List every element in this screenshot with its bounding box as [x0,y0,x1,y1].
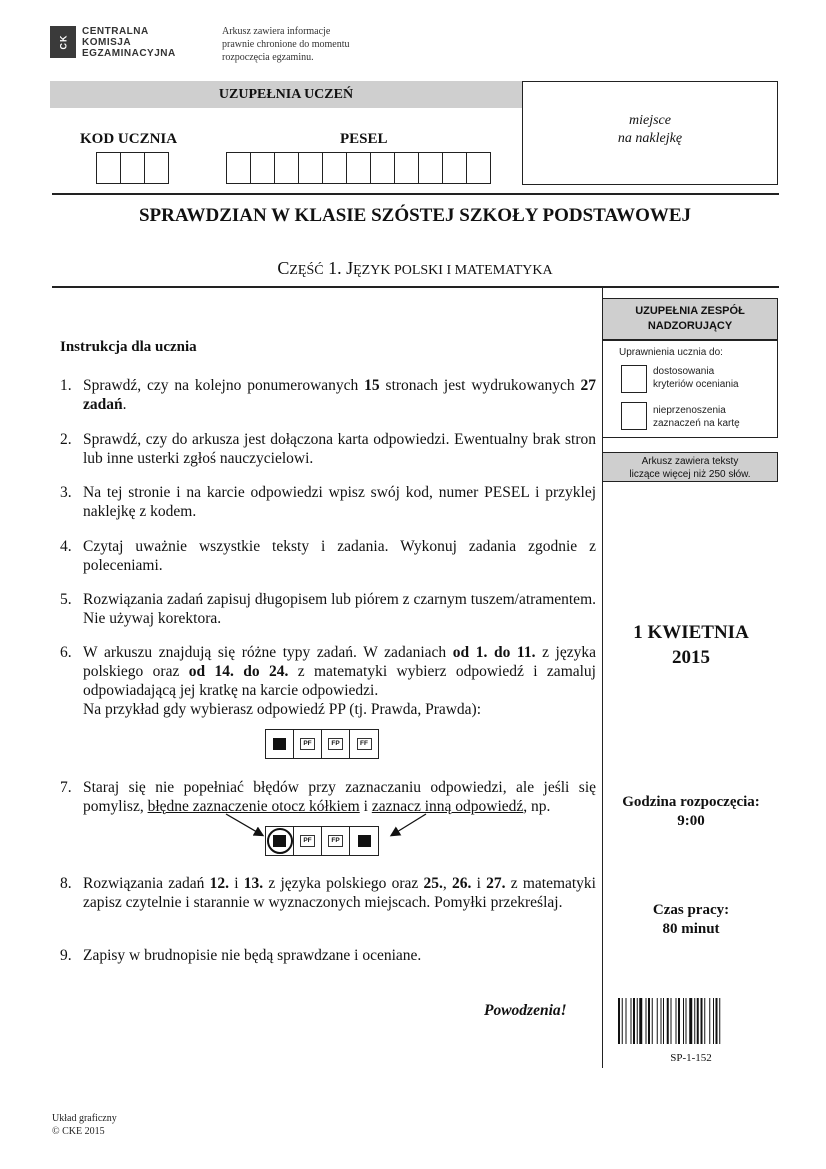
pesel-label: PESEL [340,131,388,147]
answer-cell: FF [350,730,378,758]
answer-cell: FP [322,730,350,758]
cke-logo-mark: CK [50,26,76,58]
answer-correction-example [265,826,379,856]
legal-notice: Arkusz zawiera informacje prawnie chronione do momentu rozpoczęcia egzaminu. [222,26,350,63]
permissions-box [602,340,778,438]
instruction-8: 8. Rozwiązania zadań 12. i 13. z języka polskiego oraz 25., 26. i 27. z matematyki zapisz czytelnie i starannie w wyznaczonych miejscach. Pomyłki przekreślaj. [60,875,596,911]
divider-top [52,193,779,195]
duration: Czas pracy: 80 minut [652,902,730,937]
pesel-boxes[interactable] [226,152,490,184]
exam-title: SPRAWDZIAN W KLASIE SZÓSTEJ SZKOŁY PODSTAWOWEJ [138,205,692,226]
answer-cell-circled [266,827,294,855]
answer-cell: FP [322,827,350,855]
instruction-3: 3. Na tej stronie i na karcie odpowiedzi wpisz swój kod, numer PESEL i przyklej naklejkę z kodem. [60,484,596,520]
exam-subtitle: CZĘŚĆ 1. JĘZYK POLSKI I MATEMATYKA [277,258,553,278]
long-texts-notice: Arkusz zawiera teksty liczące więcej niż 250 słów. [602,452,778,482]
student-fill-band: UZUPEŁNIA UCZEŃ [50,81,522,108]
criteria-adjustment-checkbox[interactable] [621,365,647,393]
answer-example [265,729,379,759]
instruction-6: 6. W arkuszu znajdują się różne typy zadań. W zadaniach od 1. do 11. z języka polskiego oraz od 14. do 24. z matematyki wybierz odpowiedź i zamaluj odpowiadającą jej kratkę na karcie odpowiedzi. Na przykład gdy wybierasz odpowiedź PP (tj. Prawda, Prawda): [60,644,597,718]
sticker-area: miejsce na naklejkę [522,81,778,185]
permissions-header: Uprawnienia ucznia do: [619,347,723,358]
criteria-adjustment-label: dostosowania kryteriów oceniania [653,366,739,390]
barcode-label: SP-1-152 [670,1052,712,1064]
supervisor-fill-header: UZUPEŁNIA ZESPÓŁ NADZORUJĄCY [602,298,778,340]
barcode [618,998,760,1044]
answer-cell: PF [294,827,322,855]
instructions-title: Instrukcja dla ucznia [60,339,197,355]
instruction-7: 7. Staraj się nie popełniać błędów przy zaznaczaniu odpowiedzi, ale jeśli się pomylisz, błędne zaznaczenie otocz kółkiem i zaznacz inną odpowiedź, np. [60,779,596,815]
student-code-boxes[interactable] [96,152,168,184]
exam-date: 1 KWIETNIA 2015 [633,622,749,668]
student-code-label: KOD UCZNIA [80,131,178,147]
instruction-2: 2. Sprawdź, czy do arkusza jest dołączona karta odpowiedzi. Ewentualny brak stron lub inne usterki zgłoś nauczycielowi. [60,431,596,467]
instruction-1: 1. Sprawdź, czy na kolejno ponumerowanych 15 stronach jest wydrukowanych 27 zadań. [60,377,597,413]
no-transfer-label: nieprzenoszenia zaznaczeń na kartę [653,405,740,429]
good-luck: Powodzenia! [484,1002,567,1019]
cke-logo-text: CENTRALNA KOMISJA EGZAMINACYJNA [82,26,176,59]
answer-cell: PF [294,730,322,758]
no-transfer-checkbox[interactable] [621,402,647,430]
footer: Układ graficzny © CKE 2015 [52,1113,117,1137]
divider-mid [52,286,779,288]
answer-cell-filled [350,827,378,855]
start-time: Godzina rozpoczęcia: 9:00 [622,794,760,829]
answer-cell-filled [266,730,294,758]
instruction-4: 4. Czytaj uważnie wszystkie teksty i zadania. Wykonuj zadania zgodnie z poleceniami. [60,538,596,574]
instruction-5: 5. Rozwiązania zadań zapisuj długopisem lub piórem z czarnym tuszem/atramentem. Nie używaj korektora. [60,591,596,627]
instruction-9: 9. Zapisy w brudnopisie nie będą sprawdzane i oceniane. [60,947,422,964]
